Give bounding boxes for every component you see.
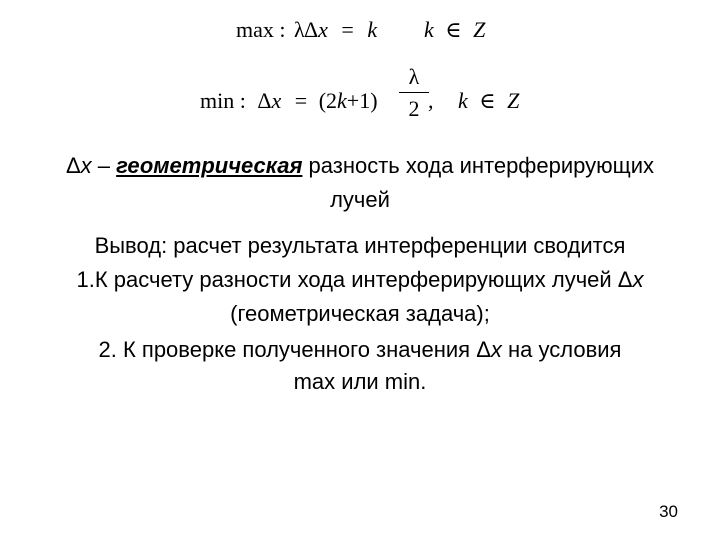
k-variable: k: [458, 88, 468, 113]
element-of-symbol: ∈: [479, 88, 496, 113]
conclusion-item2: [20, 334, 700, 366]
x-variable: x: [318, 17, 328, 42]
formula-max: [236, 17, 286, 43]
delta-symbol: Δ: [257, 88, 272, 113]
comma: ,: [428, 88, 434, 113]
x-variable: x: [490, 337, 502, 362]
equals-sign: =: [341, 17, 354, 42]
k-variable: k: [337, 88, 347, 113]
geometric-term: геометрическая: [116, 153, 303, 178]
definition-rest: разность хода интерферирующих: [308, 153, 655, 178]
formula-min: [200, 88, 378, 114]
delta-symbol: Δ: [304, 17, 319, 42]
min-label: min :: [200, 88, 246, 113]
fraction-denominator: 2: [408, 96, 420, 121]
page-number: 30: [659, 502, 678, 521]
plus-one: +1): [346, 88, 378, 113]
item2-text: 2. К проверке полученного значения Δ: [98, 337, 491, 362]
x-variable: x: [80, 153, 92, 178]
z-set: Z: [473, 17, 486, 42]
fraction-numerator: λ: [408, 64, 420, 89]
formula-max-condition: [424, 17, 485, 43]
delta-symbol: Δ: [65, 153, 81, 178]
item1-text: 1.К расчету разности хода интерферирующих лучей Δ: [76, 267, 633, 292]
formula-max-body: [304, 17, 377, 43]
definition-line1: [20, 150, 700, 182]
formula-min-comma: [428, 88, 434, 114]
fraction-bar: [399, 92, 429, 93]
item2-rest: на условия: [508, 337, 622, 362]
conclusion-item1: [20, 264, 700, 296]
equals-sign: =: [294, 88, 308, 113]
lambda-symbol: λ: [294, 17, 305, 42]
max-label: max :: [236, 17, 286, 42]
k-variable: k: [424, 17, 434, 42]
definition-line2: лучей: [330, 187, 390, 212]
formula-min-condition: [458, 88, 519, 114]
z-set: Z: [507, 88, 520, 113]
dash: –: [97, 153, 111, 178]
conclusion-item1-line2: (геометрическая задача);: [230, 301, 490, 326]
x-variable: x: [271, 88, 282, 113]
k-variable: k: [367, 17, 378, 42]
fraction-lambda-over-2: [399, 64, 429, 122]
conclusion-item2-line2: max или min.: [293, 369, 427, 394]
element-of-symbol: ∈: [445, 17, 462, 42]
paren-open: (2: [318, 88, 338, 113]
x-variable: x: [632, 267, 644, 292]
conclusion-heading: Вывод: расчет результата интерференции сводится: [94, 233, 626, 258]
